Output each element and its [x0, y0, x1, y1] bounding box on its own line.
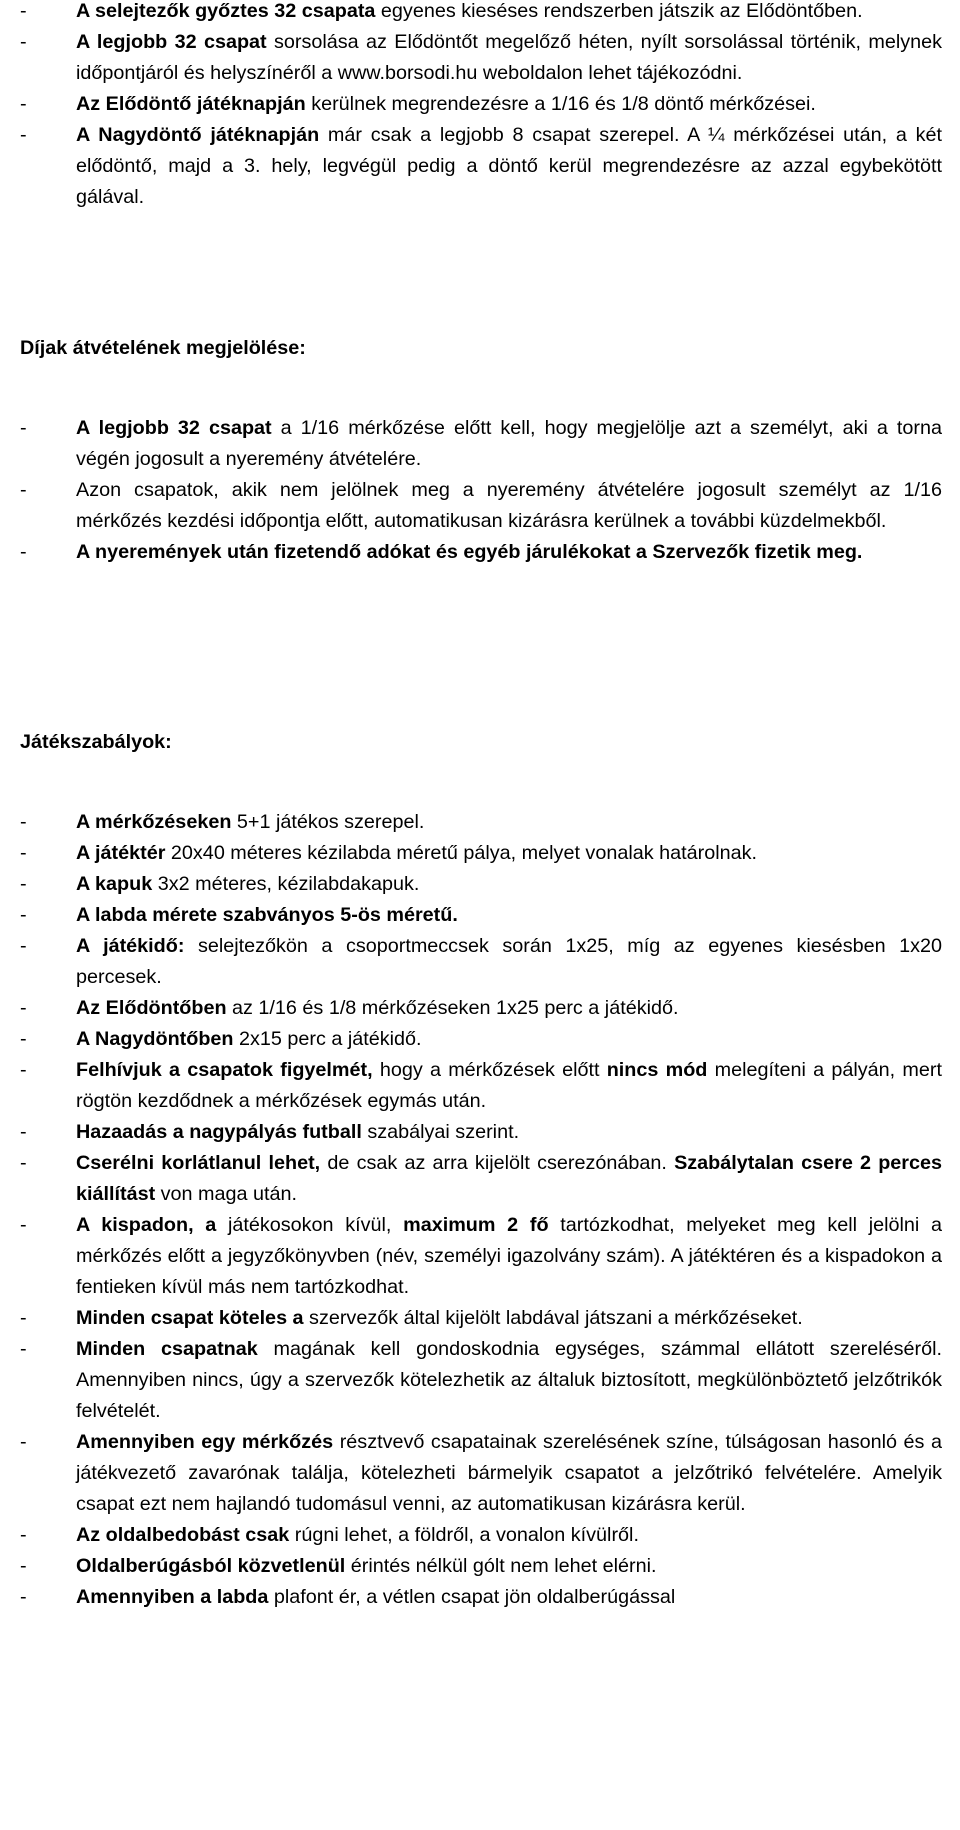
list-item [20, 89, 942, 120]
text-run: melegíteni a pályán, mert rögtön kezdődnek a mérkőzések egymás után. [76, 1059, 942, 1112]
list-item [20, 413, 942, 475]
list-item [20, 120, 942, 213]
text-run: szervezők által kijelölt labdával játszani a mérkőzéseket. [303, 1307, 803, 1329]
text-run: a 1/16 mérkőzése előtt kell, hogy megjelölje azt a személyt, aki a torna végén jogosult a nyeremény átvételére. [76, 417, 942, 470]
bold-text: Hazaadás a nagypályás futball [76, 1121, 362, 1143]
bold-text: A legjobb 32 csapat [76, 31, 267, 53]
prize-heading: Díjak átvételének megjelölése: [20, 337, 306, 359]
bold-text: maximum 2 fő [403, 1214, 549, 1236]
bold-text: Oldalberúgásból közvetlenül [76, 1555, 346, 1577]
text-run: játékosokon kívül, [216, 1214, 404, 1236]
bold-text: Minden csapatnak [76, 1338, 258, 1360]
text-run: tartózkodhat, melyeket meg kell jelölni a mérkőzés előtt a jegyzőkönyvben (név, személyi igazolvány szám). A játéktéren és a kispadokon a fentieken kívül más nem tartózkodhat. [76, 1214, 942, 1298]
list-item [20, 1117, 942, 1148]
list-item [20, 993, 942, 1024]
bold-text: Minden csapat köteles a [76, 1307, 304, 1329]
text-run: von maga után. [155, 1183, 298, 1205]
text-run: érintés nélkül gólt nem lehet elérni. [345, 1555, 657, 1577]
list-item [20, 27, 942, 89]
text-run: az 1/16 és 1/8 mérkőzéseken 1x25 perc a játékidő. [226, 997, 679, 1019]
text-run: résztvevő csapatainak szerelésének színe, túlságosan hasonló és a játékvezető zavarónak találja, kötelezheti bármelyik csapatot a jelzőtrikó felvételére. Amelyik csapat ezt nem hajlandó tudomásul venni, az automatikusan kizárásra kerül. [76, 1431, 942, 1515]
text-run: sorsolása az Elődöntőt megelőző héten, nyílt sorsolással történik, melynek időpontjáról és helyszínéről a www.borsodi.hu weboldalon lehet tájékozódni. [76, 31, 943, 84]
list-item [20, 1024, 942, 1055]
text-run: de csak az arra kijelölt cserezónában. [320, 1152, 675, 1174]
text-run: kerülnek megrendezésre a 1/16 és 1/8 döntő mérkőzései. [305, 93, 816, 115]
bold-text: Szabálytalan csere 2 perces kiállítást [76, 1152, 943, 1205]
list-item [20, 1055, 942, 1117]
text-run: 3x2 méteres, kézilabdakapuk. [152, 873, 420, 895]
bold-text: A selejtezők győztes 32 csapata [76, 0, 376, 22]
text-run: 20x40 méteres kézilabda méretű pálya, melyet vonalak határolnak. [165, 842, 757, 864]
text-run: plafont ér, a vétlen csapat jön oldalberúgással [268, 1586, 676, 1608]
list-item [20, 1551, 942, 1582]
bold-text: Az Elődöntőben [76, 997, 227, 1019]
bold-text: Az Elődöntő játéknapján [76, 93, 306, 115]
bold-text: Felhívjuk a csapatok figyelmét, [76, 1059, 373, 1081]
bold-text: A kapuk [76, 873, 153, 895]
bold-text: Az oldalbedobást csak [76, 1524, 290, 1546]
list-item [20, 900, 942, 931]
bold-text: A játéktér [76, 842, 166, 864]
list-item [20, 869, 942, 900]
list-item [20, 1303, 942, 1334]
text-run: Azon csapatok, akik nem jelölnek meg a nyeremény átvételére jogosult személyt az 1/16 mérkőzés kezdési időpontja előtt, automatikusan kizárásra kerülnek a további küzdelmekből. [76, 479, 942, 532]
game-rules-heading: Játékszabályok: [20, 731, 172, 753]
text-run: már csak a legjobb 8 csapat szerepel. A ¼ mérkőzései után, a két elődöntő, majd a 3. hely, legvégül pedig a döntő kerül megrendezésre az azzal egybekötött gálával. [76, 124, 942, 208]
text-run: szabályai szerint. [361, 1121, 520, 1143]
list-item [20, 1210, 942, 1303]
list-item [20, 1334, 942, 1427]
list-item [20, 1582, 942, 1613]
bold-text: nincs mód [606, 1059, 708, 1081]
list-item [20, 838, 942, 869]
list-item [20, 931, 942, 993]
bold-text: A játékidő: [76, 935, 185, 957]
bold-text: A kispadon, a [76, 1214, 217, 1236]
bold-text: A Nagydöntőben [76, 1028, 234, 1050]
list-item [20, 1520, 942, 1551]
prize-rules-list [20, 413, 942, 568]
bold-text: A legjobb 32 csapat [76, 417, 272, 439]
tournament-rules-list [20, 0, 942, 213]
bold-text: A mérkőzéseken [76, 811, 232, 833]
list-item [20, 475, 942, 537]
bold-text: Amennyiben egy mérkőzés [76, 1431, 334, 1453]
text-run: 5+1 játékos szerepel. [231, 811, 425, 833]
text-run: magának kell gondoskodnia egységes, számmal ellátott szereléséről. Amennyiben nincs, úgy a szervezők kötelezhetik az általuk biztosított, megkülönböztető jelzőtrikók felvételét. [76, 1338, 943, 1422]
list-item [20, 537, 942, 568]
list-item [20, 1148, 942, 1210]
text-run: selejtezőkön a csoportmeccsek során 1x25, míg az egyenes kiesésben 1x20 percesek. [76, 935, 942, 988]
bold-text: A Nagydöntő játéknapján [76, 124, 320, 146]
list-item [20, 807, 942, 838]
text-run: 2x15 perc a játékidő. [233, 1028, 422, 1050]
text-run: egyenes kieséses rendszerben játszik az Elődöntőben. [375, 0, 863, 22]
list-item [20, 0, 942, 27]
list-item [20, 1427, 942, 1520]
text-run: rúgni lehet, a földről, a vonalon kívülről. [289, 1524, 639, 1546]
bold-text: A nyeremények után fizetendő adókat és egyéb járulékokat a Szervezők fizetik meg. [76, 541, 863, 563]
bold-text: Cserélni korlátlanul lehet, [76, 1152, 321, 1174]
game-rules-list [20, 807, 942, 1613]
bold-text: Amennyiben a labda [76, 1586, 269, 1608]
bold-text: A labda mérete szabványos 5-ös méretű. [76, 904, 458, 926]
text-run: hogy a mérkőzések előtt [372, 1059, 607, 1081]
